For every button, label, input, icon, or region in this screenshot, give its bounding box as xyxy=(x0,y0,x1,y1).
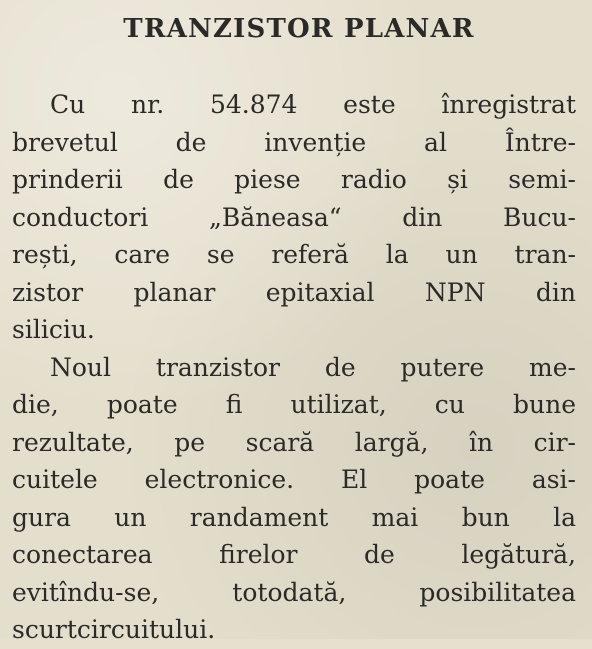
paragraph-line: gura un randament mai bun la xyxy=(12,502,576,532)
paragraph-line: zistor planar epitaxial NPN din xyxy=(12,277,576,307)
paragraph-line: conductori „Băneasa“ din Bucu- xyxy=(12,202,576,232)
article-body xyxy=(12,86,576,649)
paragraph-line: evitîndu-se, totodată, posibilitatea xyxy=(12,577,576,607)
paragraph-line: siliciu. xyxy=(12,315,95,344)
paragraph-2 xyxy=(12,349,576,649)
paragraph-line: cuitele electronice. El poate asi- xyxy=(12,465,576,494)
paragraph-line: Noul tranzistor de putere me- xyxy=(50,352,576,382)
article-title: TRANZISTOR PLANAR xyxy=(123,14,475,44)
paragraph-line: die, poate fi utilizat, cu bune xyxy=(12,390,576,419)
paragraph-line: brevetul de invenție al Între- xyxy=(12,127,576,157)
paragraph-line: Cu nr. 54.874 este înregistrat xyxy=(50,90,576,119)
paragraph-line: rești, care se referă la un tran- xyxy=(12,240,576,269)
paragraph-line: prinderii de piese radio și semi- xyxy=(12,165,576,194)
paragraph-1 xyxy=(12,86,576,349)
paragraph-line: scurtcircuitului. xyxy=(12,615,216,644)
paragraph-line: rezultate, pe scară largă, în cir- xyxy=(12,427,576,457)
paragraph-line: conectarea firelor de legătură, xyxy=(12,540,576,569)
